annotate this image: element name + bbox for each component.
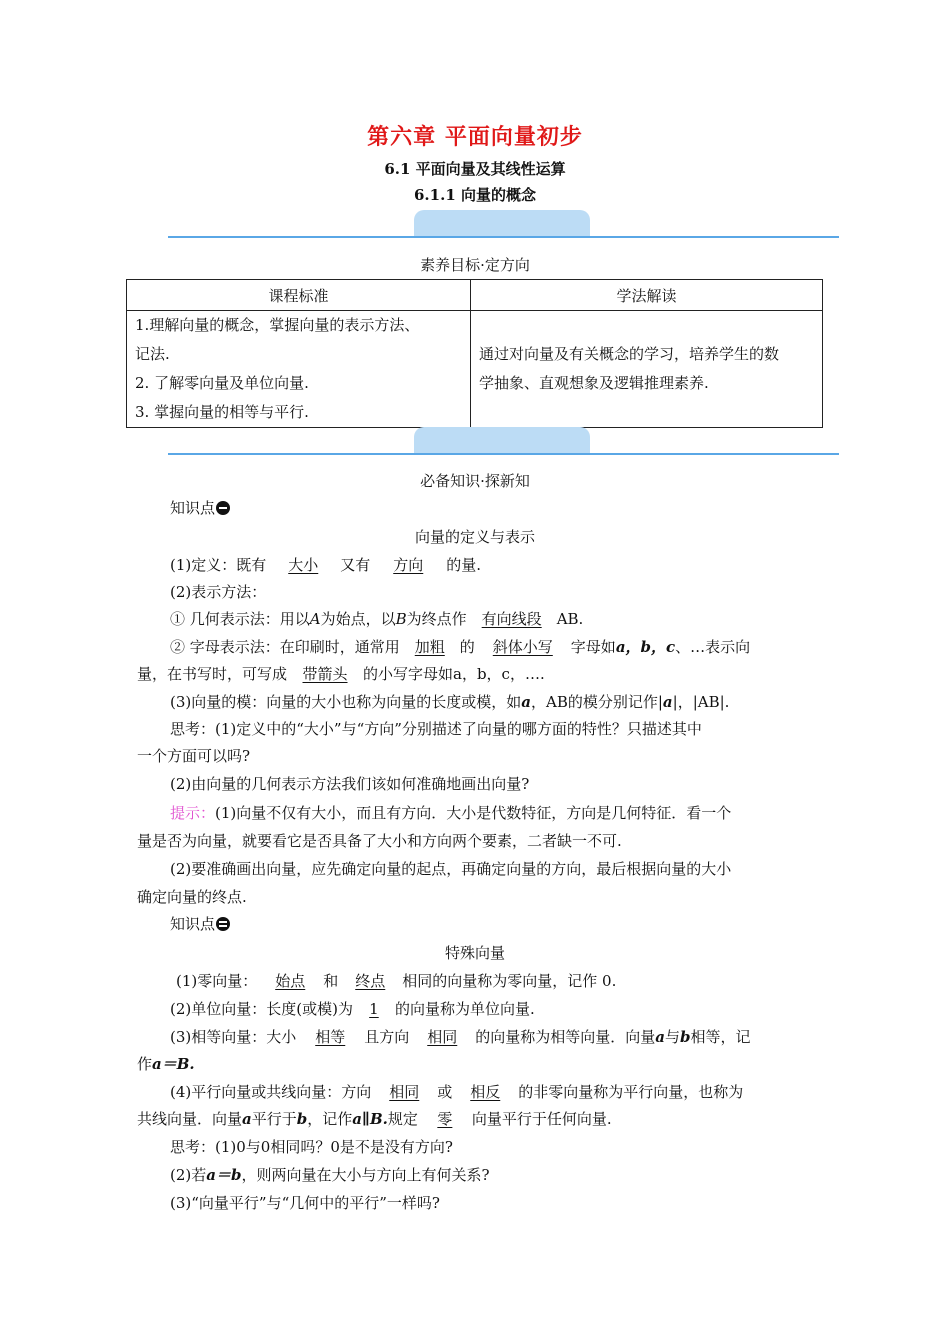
text: 又有 xyxy=(340,556,371,574)
knowledge-point-2-label xyxy=(170,913,230,935)
unit-vector-line xyxy=(170,998,535,1020)
section-title: 6.1 平面向量及其线性运算 xyxy=(384,160,566,178)
equal-vector-line-2 xyxy=(137,1053,195,1075)
text: (3)向量的模：向量的大小也称为向量的长度或模，如 xyxy=(170,693,522,711)
fill-blank: 有向线段 xyxy=(481,610,542,628)
fill-blank: 终点 xyxy=(355,972,386,990)
goals-method-cell xyxy=(471,311,823,428)
think-question-1-cont: 一个方面可以吗? xyxy=(137,747,251,765)
text: 为终点作 xyxy=(406,610,467,628)
knowledge-point-label: 知识点 xyxy=(170,915,216,933)
knowledge-point-1-label xyxy=(170,497,230,519)
math-expr: a∥B. xyxy=(352,1110,388,1128)
fill-blank: 零 xyxy=(437,1110,453,1128)
goals-table xyxy=(126,279,823,428)
text: (1)定义：既有 xyxy=(170,556,267,574)
subsection-title: 6.1.1 向量的概念 xyxy=(414,186,536,204)
text: 或 xyxy=(437,1083,453,1101)
fill-blank: 带箭头 xyxy=(302,665,348,683)
goals-title: 素养目标·定方向 xyxy=(420,256,530,274)
number-two-icon xyxy=(216,917,230,931)
parallel-vector-line xyxy=(170,1081,743,1103)
goals-standard-line: 2. 了解零向量及单位向量. xyxy=(135,374,309,392)
fill-blank: 相同 xyxy=(389,1083,420,1101)
kp2-think-2 xyxy=(170,1164,490,1186)
math-var: a xyxy=(242,1110,252,1128)
kp2-think-3: (3)“向量平行”与“几何中的平行”一样吗? xyxy=(170,1194,440,1212)
text: 与 xyxy=(665,1028,681,1046)
text: 的向量称为单位向量. xyxy=(394,1000,535,1018)
text: 和 xyxy=(323,972,339,990)
text: 的 xyxy=(459,638,475,656)
text: ，AB的模分别记作| xyxy=(530,693,663,711)
text: 为始点，以 xyxy=(320,610,396,628)
goals-standard-line: 1.理解向量的概念，掌握向量的表示方法、 xyxy=(135,316,420,334)
text: 向量平行于任何向量. xyxy=(471,1110,612,1128)
zero-vector-line xyxy=(176,970,616,992)
kp2-title: 特殊向量 xyxy=(444,944,505,962)
magnitude-line xyxy=(170,691,729,713)
goals-method-line: 通过对向量及有关概念的学习，培养学生的数 xyxy=(479,345,780,363)
math-var: a xyxy=(662,693,673,711)
text: (3)相等向量：大小 xyxy=(170,1028,297,1046)
letter-representation-line-2 xyxy=(137,663,545,685)
fill-blank: 1 xyxy=(369,1000,379,1018)
equal-vector-line xyxy=(170,1026,751,1048)
think-question-2: (2)由向量的几何表示方法我们该如何准确地画出向量? xyxy=(170,775,530,793)
text: 且方向 xyxy=(364,1028,410,1046)
section-banner-tab xyxy=(414,210,590,237)
hint-2-cont: 确定向量的终点. xyxy=(137,888,247,906)
text: (1)向量不仅有大小，而且有方向．大小是代数特征，方向是几何特征．看一个 xyxy=(215,804,732,822)
hint-2: (2)要准确画出向量，应先确定向量的起点，再确定向量的方向，最后根据向量的大小 xyxy=(170,860,732,878)
goals-standard-line: 3. 掌握向量的相等与平行. xyxy=(135,403,309,421)
text: 、…表示向 xyxy=(675,638,751,656)
math-var: A xyxy=(309,610,321,628)
parallel-vector-line-2 xyxy=(137,1108,612,1130)
text: (4)平行向量或共线向量：方向 xyxy=(170,1083,372,1101)
text: 共线向量．向量 xyxy=(137,1110,243,1128)
math-var: b xyxy=(680,1028,691,1046)
kp2-think-1: 思考：(1)0与0相同吗？0是不是没有方向? xyxy=(170,1138,453,1156)
text: 平行于 xyxy=(251,1110,297,1128)
fill-blank: 加粗 xyxy=(414,638,445,656)
kp1-title: 向量的定义与表示 xyxy=(414,528,535,546)
think-question-1: 思考：(1)定义中的“大小”与“方向”分别描述了向量的哪方面的特性？只描述其中 xyxy=(170,720,702,738)
goals-header-standard: 课程标准 xyxy=(127,280,471,311)
math-expr: a＝b xyxy=(206,1166,242,1184)
knowledge-title: 必备知识·探新知 xyxy=(420,472,530,490)
text: ② 字母表示法：在印刷时，通常用 xyxy=(170,638,400,656)
fill-blank: 始点 xyxy=(275,972,306,990)
text: 的小写字母如a，b，c，…. xyxy=(363,665,545,683)
fill-blank: 相等 xyxy=(315,1028,346,1046)
math-var: B xyxy=(395,610,407,628)
fill-blank: 大小 xyxy=(288,556,319,574)
goals-method-line: 学抽象、直观想象及逻辑推理素养. xyxy=(479,374,709,392)
text: 相等，记 xyxy=(690,1028,751,1046)
text: 规定 xyxy=(387,1110,418,1128)
goals-standard-cell xyxy=(127,311,471,428)
section-banner-line xyxy=(168,453,839,455)
text: ，记作 xyxy=(307,1110,353,1128)
letter-representation-line xyxy=(170,636,750,658)
text: 相同的向量称为零向量，记作 0. xyxy=(402,972,617,990)
section-banner-line xyxy=(168,236,839,238)
text: 字母如 xyxy=(570,638,616,656)
math-var: a xyxy=(521,693,531,711)
text: 的向量称为相等向量．向量 xyxy=(475,1028,656,1046)
text: 作 xyxy=(137,1055,153,1073)
math-var: b xyxy=(296,1110,308,1128)
hint-1 xyxy=(170,802,731,824)
text: ，则两向量在大小与方向上有何关系? xyxy=(241,1166,490,1184)
text: (2)单位向量：长度(或模)为 xyxy=(170,1000,353,1018)
fill-blank: 方向 xyxy=(393,556,424,574)
text: 的量. xyxy=(446,556,482,574)
hint-1-cont: 量是否为向量，就要看它是否具备了大小和方向两个要素，二者缺一不可. xyxy=(137,832,622,850)
text: (1)零向量： xyxy=(176,972,258,990)
definition-line xyxy=(170,554,481,576)
goals-header-method: 学法解读 xyxy=(471,280,823,311)
knowledge-point-label: 知识点 xyxy=(170,499,216,517)
goals-standard-line: 记法. xyxy=(135,345,170,363)
chapter-title: 第六章 平面向量初步 xyxy=(367,124,583,150)
math-expr: a＝B. xyxy=(152,1055,195,1073)
fill-blank: 斜体小写 xyxy=(492,638,553,656)
fill-blank: 相反 xyxy=(470,1083,501,1101)
math-var: a xyxy=(655,1028,666,1046)
text: (2)若 xyxy=(170,1166,207,1184)
text: 的非零向量称为平行向量，也称为 xyxy=(518,1083,744,1101)
geometric-representation-line xyxy=(170,608,583,630)
number-one-icon xyxy=(216,501,230,515)
text: |，|AB|. xyxy=(672,693,730,711)
representation-line: (2)表示方法： xyxy=(170,583,267,601)
fill-blank: 相同 xyxy=(427,1028,458,1046)
text: 量，在书写时，可写成 xyxy=(137,665,288,683)
text: AB. xyxy=(556,610,584,628)
hint-label: 提示： xyxy=(170,804,216,822)
math-vars: a，b，c xyxy=(615,638,676,656)
text: ① 几何表示法：用以 xyxy=(170,610,310,628)
section-banner-tab xyxy=(414,427,590,454)
